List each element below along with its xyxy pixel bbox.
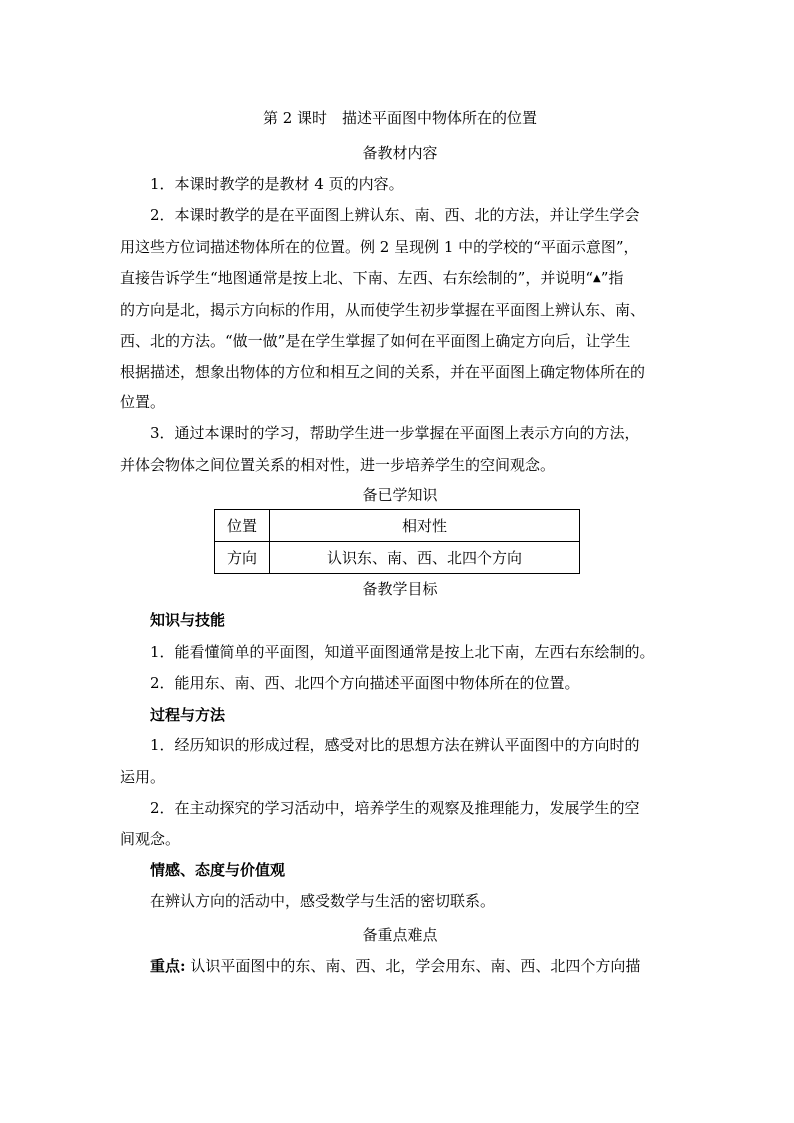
materials-paragraph-2-line-7: 位置。 — [120, 393, 166, 411]
north-arrow-icon: ▲ — [593, 273, 601, 284]
materials-paragraph-2-line-3-end: ”指 — [600, 269, 624, 287]
materials-paragraph-2-line-2: 用这些方位词描述物体所在的位置。例 2 呈现例 1 中的学校的“平面示意图”， — [120, 238, 639, 256]
materials-paragraph-1: 1．本课时教学的是教材 4 页的内容。 — [150, 175, 404, 193]
subheading-process-methods: 过程与方法 — [150, 706, 226, 724]
materials-paragraph-2-line-3-text: 直接告诉学生“地图通常是按上北、下南、左西、右东绘制的”，并说明“ — [120, 269, 594, 287]
page-title: 第 2 课时 描述平面图中物体所在的位置 — [262, 109, 538, 127]
materials-paragraph-2-line-6: 根据描述，想象出物体的方位和相互之间的关系，并在平面图上确定物体所在的 — [120, 363, 646, 381]
materials-paragraph-3-line-2: 并体会物体之间位置关系的相对性，进一步培养学生的空间观念。 — [120, 456, 556, 474]
heading-key-points: 备重点难点 — [362, 926, 438, 944]
knowledge-item-2: 2．能用东、南、西、北四个方向描述平面图中物体所在的位置。 — [150, 674, 580, 692]
table-cell-key: 位置 — [215, 510, 270, 542]
key-points-text: 认识平面图中的东、南、西、北，学会用东、南、西、北四个方向描 — [185, 957, 641, 975]
table-cell-value: 认识东、南、西、北四个方向 — [270, 542, 580, 574]
table-cell-value: 相对性 — [270, 510, 580, 542]
prior-knowledge-table — [214, 509, 580, 574]
materials-paragraph-2-line-1: 2．本课时教学的是在平面图上辨认东、南、西、北的方法，并让学生学会 — [150, 206, 640, 224]
subheading-emotion-values: 情感、态度与价值观 — [150, 861, 286, 879]
materials-paragraph-2-line-4: 的方向是北，揭示方向标的作用，从而使学生初步掌握在平面图上辨认东、南、 — [120, 301, 646, 319]
knowledge-item-1: 1．能看懂简单的平面图，知道平面图通常是按上北下南，左西右东绘制的。 — [150, 643, 655, 661]
table-row — [215, 510, 580, 542]
heading-materials: 备教材内容 — [362, 144, 438, 162]
emotion-item-1: 在辨认方向的活动中，感受数学与生活的密切联系。 — [150, 892, 496, 910]
subheading-knowledge-skills: 知识与技能 — [150, 611, 226, 629]
table-row — [215, 542, 580, 574]
table-cell-key: 方向 — [215, 542, 270, 574]
process-item-2-line-1: 2．在主动探究的学习活动中，培养学生的观察及推理能力，发展学生的空 — [150, 799, 640, 817]
heading-teaching-goals: 备教学目标 — [362, 580, 438, 598]
materials-paragraph-3-line-1: 3．通过本课时的学习，帮助学生进一步掌握在平面图上表示方向的方法， — [150, 424, 640, 442]
process-item-2-line-2: 间观念。 — [120, 830, 181, 848]
key-points-label: 重点: — [150, 957, 186, 975]
heading-prior-knowledge: 备已学知识 — [362, 486, 438, 504]
materials-paragraph-2-line-3 — [120, 268, 680, 289]
process-item-1-line-2: 运用。 — [120, 768, 166, 786]
key-points-line — [150, 956, 710, 976]
process-item-1-line-1: 1．经历知识的形成过程，感受对比的思想方法在辨认平面图中的方向时的 — [150, 736, 640, 754]
materials-paragraph-2-line-5: 西、北的方法。“做一做”是在学生掌握了如何在平面图上确定方向后，让学生 — [120, 332, 631, 350]
